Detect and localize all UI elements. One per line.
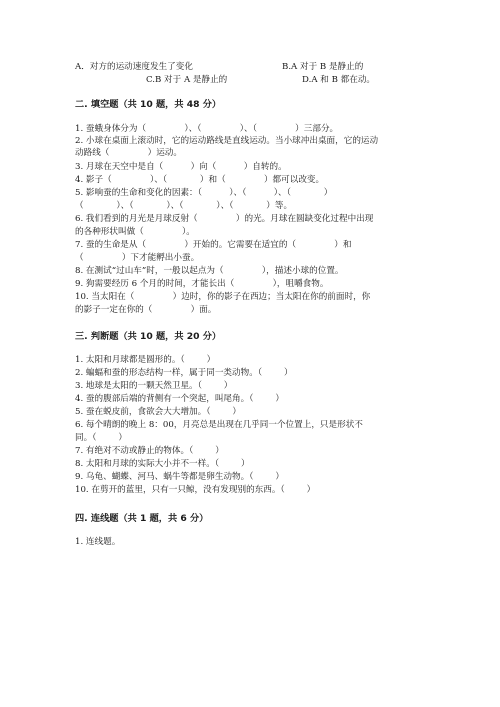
option-c: C.B 对于 A 是静止的 xyxy=(146,75,228,85)
fill-line: 7. 蚕的生命是从（ ）开始的。它需要在适宜的（ ）和 xyxy=(75,240,352,250)
fill-line: 5. 影响蚕的生命和变化的因素：（ ）、（ ）、（ ） xyxy=(75,188,333,198)
option-d: D.A 和 B 都在动。 xyxy=(302,75,376,85)
fill-line: 1. 蚕蛾身体分为（ ）、（ ）、（ ）三部分。 xyxy=(75,124,339,134)
connect-line: 1. 连线题。 xyxy=(75,537,121,547)
fill-line: 8. 在测试“过山车”时，一般以起点为（ ），描述小球的位置。 xyxy=(75,266,344,276)
option-b: B.A 对于 B 是静止的 xyxy=(282,62,364,72)
fill-line: 4. 影子（ ）、（ ）和（ ）都可以改变。 xyxy=(75,175,325,185)
section-heading-connect: 四. 连线题（共 1 题，共 6 分） xyxy=(75,513,209,524)
judge-line: 2. 蝙蝠和蚕的形态结构一样，属于同一类动物。（ ） xyxy=(75,368,293,378)
fill-line: 动路线（ ）运动。 xyxy=(75,148,182,158)
option-a: A．对方的运动速度发生了变化 xyxy=(75,62,193,72)
fill-line: 3. 月球在天空中是自（ ）向（ ）自转的。 xyxy=(75,162,287,172)
judge-line: 5. 蚕在蜕皮前，食欲会大大增加。（ ） xyxy=(75,407,241,417)
section-heading-judge: 三. 判断题（共 10 题，共 20 分） xyxy=(75,331,222,342)
fill-line: （ ）下才能孵出小蚕。 xyxy=(75,253,200,263)
fill-line: 9. 狗需要经历 6 个月的时间，才能长出（ ），咀嚼食物。 xyxy=(75,279,329,289)
judge-line: 3. 地球是太阳的一颗天然卫星。（ ） xyxy=(75,381,233,391)
section-heading-fill: 二. 填空题（共 10 题，共 48 分） xyxy=(75,99,222,110)
fill-line: 2. 小球在桌面上滚动时，它的运动路线是直线运动。当小球冲出桌面，它的运动 xyxy=(75,136,379,146)
judge-line: 8. 太阳和月球的实际大小并不一样。（ ） xyxy=(75,459,250,469)
judge-line: 同。（ ） xyxy=(75,433,127,443)
fill-line: 的影子一定在你的（ ）面。 xyxy=(75,305,217,315)
fill-line: 的各种形状叫做（ ）。 xyxy=(75,227,195,237)
judge-line: 1. 太阳和月球都是圆形的。（ ） xyxy=(75,355,216,365)
judge-line: 9. 乌龟、蝴蝶、河马、蜗牛等都是卵生动物。（ ） xyxy=(75,472,284,482)
judge-line: 7. 有绝对不动或静止的物体。（ ） xyxy=(75,446,224,456)
judge-line: 6. 每个晴朗的晚上 8：00，月亮总是出现在几乎同一个位置上，只是形状不 xyxy=(75,420,363,430)
judge-line: 4. 蚕的腹部后端的背侧有一个突起，叫尾角。（ ） xyxy=(75,394,284,404)
judge-line: 10. 在剪开的蓝里，只有一只鲸，没有发现别的东西。（ ） xyxy=(75,485,316,495)
fill-line: 6. 我们看到的月光是月球反射（ ）的光。月球在圆缺变化过程中出现 xyxy=(75,214,374,224)
fill-line: 10. 当太阳在（ ）边时，你的影子在西边；当太阳在你的前面时，你 xyxy=(75,292,371,302)
fill-line: （ ）、（ ）、（ ）、（ ）等。 xyxy=(75,201,293,211)
